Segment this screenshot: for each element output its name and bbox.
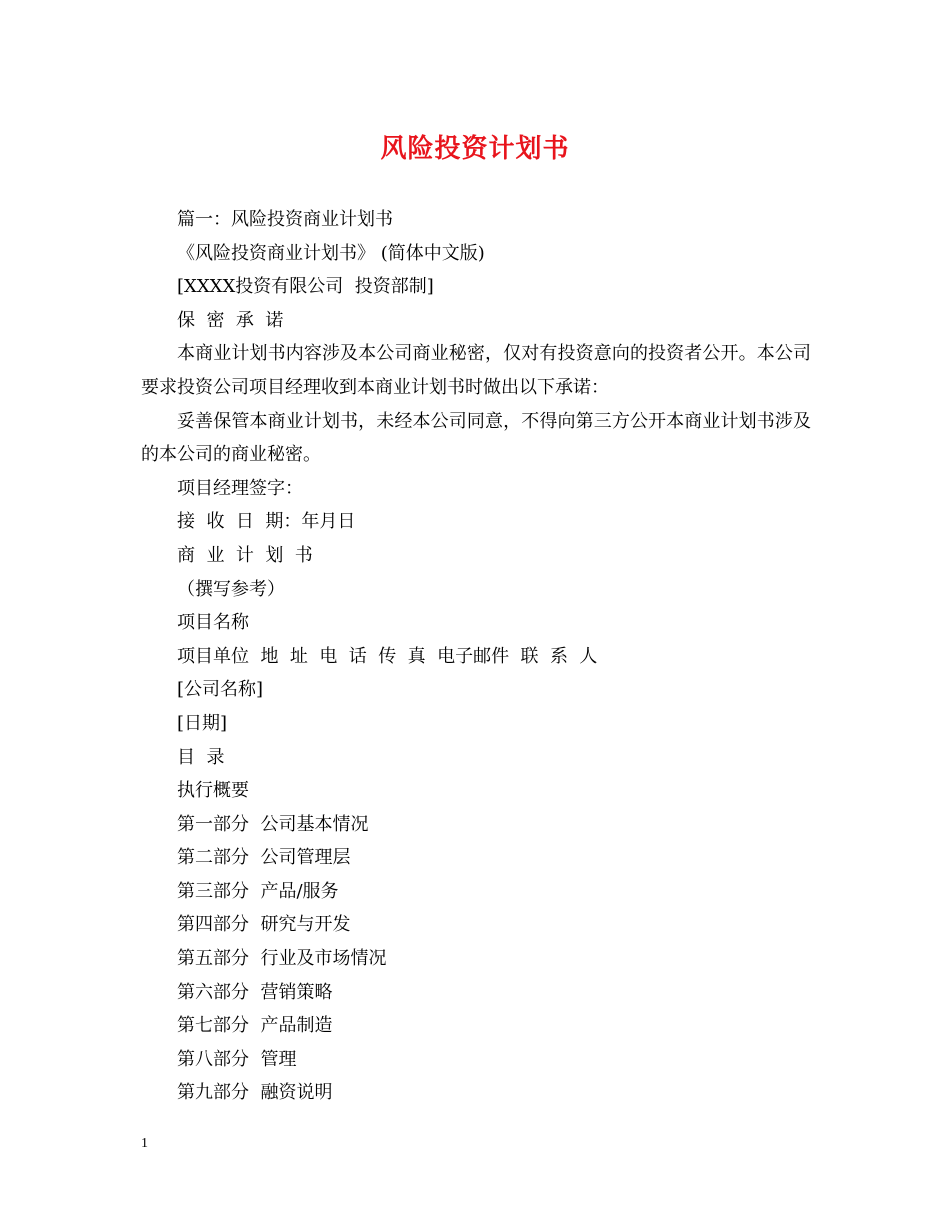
document-body	[141, 203, 811, 1110]
toc-item: 第五部分 行业及市场情况	[177, 948, 387, 970]
paragraph-plan-heading: 商 业 计 划 书	[177, 544, 313, 566]
toc-item: 第八部分 管理	[177, 1048, 297, 1070]
paragraph-confidentiality-promise: 妥善保管本商业计划书，未经本公司同意，不得向第三方公开本商业计划书涉及的本公司的商业秘密。	[141, 410, 811, 466]
toc-item: 执行概要	[177, 780, 249, 802]
paragraph-chapter-heading: 篇一：风险投资商业计划书	[177, 209, 393, 230]
toc-heading: 目 录	[177, 746, 225, 768]
toc-item: 第九部分 融资说明	[177, 1082, 333, 1104]
paragraph-date: [日期]	[177, 712, 228, 734]
paragraph-manager-signature: 项目经理签字：	[177, 477, 303, 499]
paragraph-project-contact-fields: 项目单位 地 址 电 话 传 真 电子邮件 联 系 人	[177, 645, 598, 667]
paragraph-company-name: [公司名称]	[177, 679, 264, 701]
paragraph-confidentiality-intro: 本商业计划书内容涉及本公司商业秘密，仅对有投资意向的投资者公开。本公司要求投资公司项目经理收到本商业计划书时做出以下承诺：	[141, 343, 811, 398]
toc-item: 第六部分 营销策略	[177, 981, 333, 1003]
paragraph-book-title: 《风险投资商业计划书》 (简体中文版)	[177, 242, 485, 264]
toc-item: 第一部分 公司基本情况	[177, 813, 369, 835]
paragraph-publisher: [XXXX投资有限公司 投资部制]	[177, 276, 434, 298]
document-title: 风险投资计划书	[380, 134, 570, 164]
page-number: 1	[141, 1136, 148, 1151]
paragraph-receipt-date: 接 收 日 期：年月日	[177, 511, 356, 533]
paragraph-confidentiality-heading: 保 密 承 诺	[177, 309, 284, 331]
paragraph-project-name: 项目名称	[177, 612, 249, 634]
toc-item: 第四部分 研究与开发	[177, 914, 351, 936]
toc-item: 第三部分 产品/服务	[177, 880, 339, 902]
paragraph-writing-reference: （撰写参考）	[177, 578, 285, 600]
toc-item: 第七部分 产品制造	[177, 1015, 333, 1037]
toc-item: 第二部分 公司管理层	[177, 847, 351, 869]
